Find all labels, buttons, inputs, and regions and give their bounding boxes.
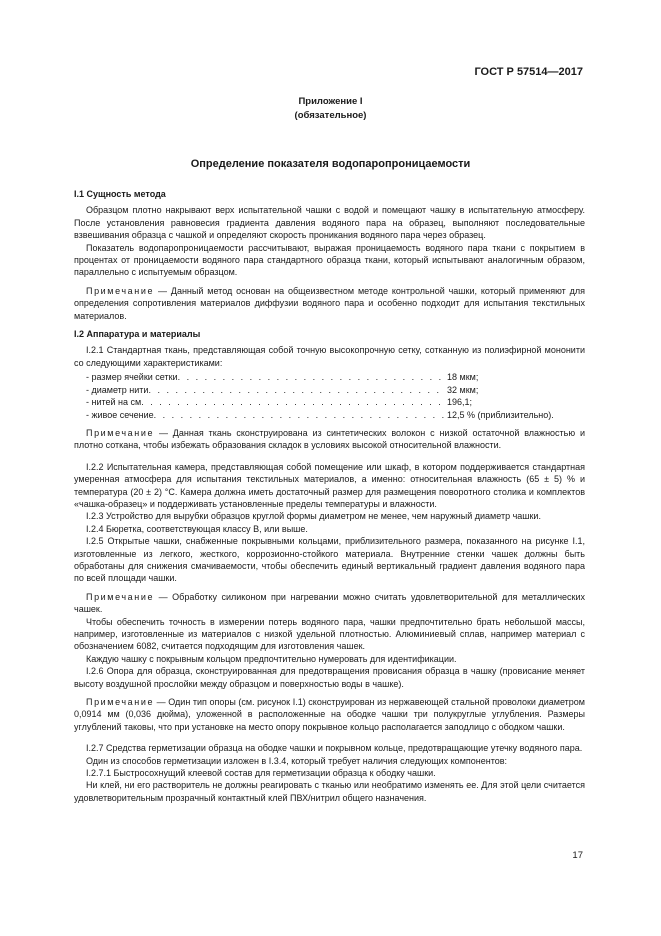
- note-label: Примечание: [86, 591, 155, 602]
- characteristics-list: [74, 371, 585, 421]
- note-label: Примечание: [86, 427, 155, 438]
- paragraph: I.2.7 Средства герметизации образца на ободке чашки и покрывном кольце, предотвращающие утечку водяного пара.: [86, 743, 583, 754]
- paragraph: I.2.6 Опора для образца, сконструированная для предотвращения провисания образца в чашку (провисание меняет высоту воздушной прослойки между образцом и поверхностью воды в чашке).: [74, 666, 585, 689]
- section-heading-i1: I.1 Сущность метода: [74, 189, 166, 199]
- list-item: - живое сечение . . . 12,5 % (приблизительно).: [74, 409, 585, 421]
- list-item: - размер ячейки сетки . . . 18 мкм;: [74, 371, 585, 383]
- paragraph: I.2.2 Испытательная камера, представляющая собой помещение или шкаф, в котором поддерживается стандартная умеренная атмосфера для испытания текстильных материалов, а именно: относительная влажность (65 ± 5) % и температура (20 ± 2) °С. Камера должна иметь достаточный размер для размещения поворотного столика и комплектов «чашка-образец» и поддерживать установленные пределы температуры и влажности.: [74, 461, 585, 509]
- paragraph: Ни клей, ни его растворитель не должны реагировать с тканью или необратимо изменять ее. Для этой цели считается удовлетворительным прозрачный контактный клей ПВХ/нитрил общего назначения.: [74, 780, 585, 803]
- note: [74, 285, 585, 322]
- paragraph: Один из способов герметизации изложен в I.3.4, который требует наличия следующих компонентов:: [86, 755, 508, 766]
- paragraph: I.2.5 Открытые чашки, снабженные покрывными кольцами, приблизительного размера, показанного на рисунке I.1, изготовленные из легкого, жесткого, коррозионно-стойкого материала. Внутренние стенки чашек должны быть обработаны для снижения смачиваемости, чтобы обеспечить единый вертикальный градиент давления водяного пара по всей площади чашки.: [74, 536, 585, 584]
- appendix-heading: [0, 95, 661, 123]
- note-text: — Данный метод основан на общеизвестном методе контрольной чашки, который применяют для определения сопротивления материалов диффузии водяного пара и особенно подходит для испытания текстильных материалов.: [74, 285, 585, 321]
- note: [74, 427, 585, 452]
- note: [74, 591, 585, 616]
- page-number: 17: [572, 850, 583, 861]
- note-text: — Обработку силиконом при нагревании можно считать удовлетворительной для металлических чашек.: [74, 591, 585, 615]
- paragraph: I.2.3 Устройство для вырубки образцов круглой формы диаметром не менее, чем наружный диаметр чашки.: [86, 511, 541, 522]
- note-label: Примечание: [86, 697, 155, 708]
- note-text: — Один тип опоры (см. рисунок I.1) сконструирован из нержавеющей стальной проволоки диаметром 0,0914 мм (0,036 дюйма), уложенной в расположенные на ободке чашки три полукруглые углубления. Размеры углублений таковы, что при установке на место опору покрывное кольцо располагается заподлицо с ободком чашки.: [74, 697, 585, 732]
- paragraph: I.2.7.1 Быстросохнущий клеевой состав для герметизации образца к ободку чашки.: [86, 768, 436, 779]
- standard-header: ГОСТ Р 57514—2017: [474, 66, 583, 78]
- note-label: Примечание: [86, 285, 155, 296]
- note: [74, 696, 585, 733]
- list-item: - диаметр нити . . . 32 мкм;: [74, 384, 585, 396]
- paragraph: I.2.4 Бюретка, соответствующая классу В, или выше.: [86, 523, 308, 534]
- paragraph: Показатель водопаропроницаемости рассчитывают, выражая проницаемость водяного пара ткани с покрытием в процентах от проницаемости водяного пара стандартного образца ткани, который испытывают аналогичным образом, параллельно с испытуемым образцом.: [74, 242, 585, 278]
- appendix-status: (обязательное): [294, 110, 367, 121]
- document-body: [74, 188, 585, 804]
- page-title: Определение показателя водопаропроницаемости: [190, 158, 471, 170]
- paragraph: Чтобы обеспечить точность в измерении потерь водяного пара, чашки предпочтительно брать небольшой массы, например, изготовленные из материалов с низкой удельной плотностью. Алюминиевый сплав, например материал с обозначением 6082, считается подходящим для изготовления чашек.: [74, 616, 585, 652]
- paragraph: Каждую чашку с покрывным кольцом предпочтительно нумеровать для идентификации.: [86, 653, 457, 664]
- list-item: - нитей на см . . . 196,1;: [74, 396, 585, 408]
- note-text: — Данная ткань сконструирована из синтетических волокон с низкой остаточной влажностью и плотно соткана, чтобы избежать образования складок в условиях высокой относительной влажности.: [74, 427, 585, 451]
- paragraph: I.2.1 Стандартная ткань, представляющая собой точную высокопрочную сетку, сотканную из полиэфирной мононити со следующими характеристиками:: [74, 345, 585, 368]
- appendix-label: Приложение I: [298, 96, 363, 107]
- section-heading-i2: I.2 Аппаратура и материалы: [74, 329, 201, 340]
- paragraph: Образцом плотно накрывают верх испытательной чашки с водой и помещают чашку в испытательную атмосферу. После установления равновесия градиента давления водяного пара на образец, выполняют последовательные взвешивания образца с чашкой и определяют скорость проникания водяного пара через образец.: [74, 205, 585, 241]
